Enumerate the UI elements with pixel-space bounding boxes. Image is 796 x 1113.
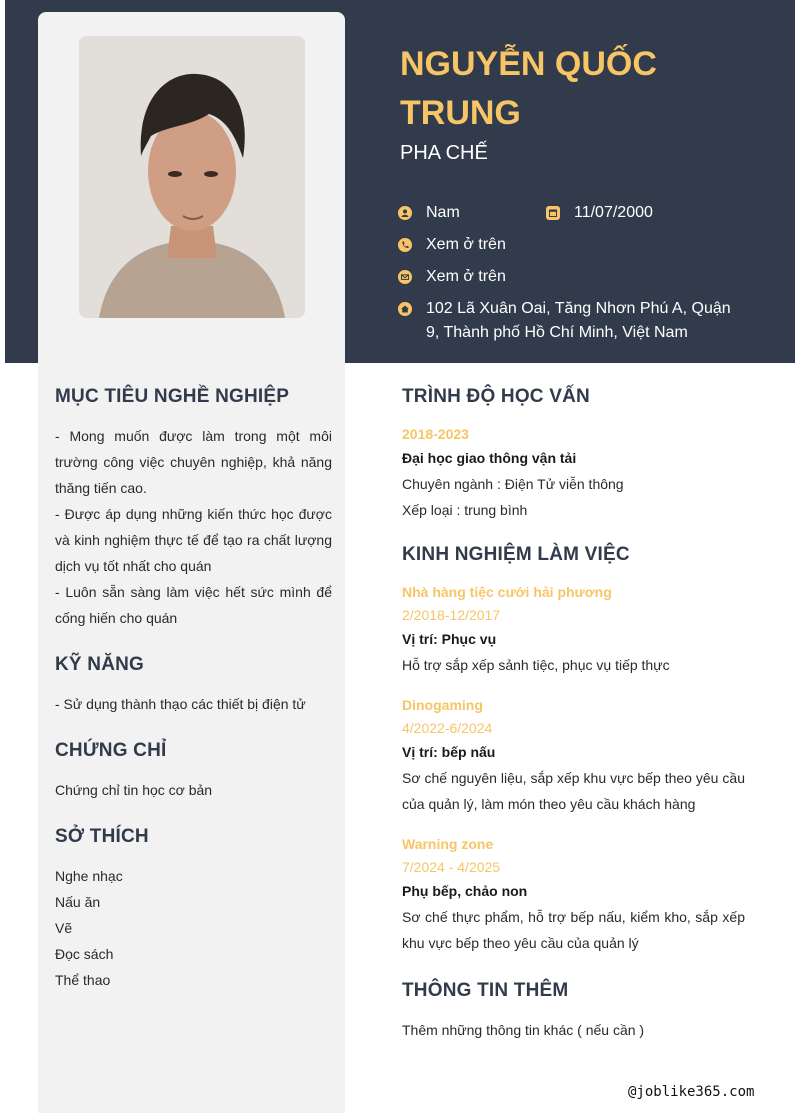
job-title: PHA CHẾ bbox=[400, 142, 488, 164]
hobby-item: Thể thao bbox=[55, 972, 111, 988]
additional-info-text: Thêm những thông tin khác ( nếu cần ) bbox=[402, 1022, 645, 1038]
hobby-item: Nấu ăn bbox=[55, 894, 101, 910]
additional-info-title: THÔNG TIN THÊM bbox=[402, 980, 569, 1001]
skills-title: KỸ NĂNG bbox=[55, 654, 145, 675]
experience-entry bbox=[402, 694, 745, 817]
address-value: 102 Lã Xuân Oai, Tăng Nhơn Phú A, Quận 9, Thành phố Hồ Chí Minh, Việt Nam bbox=[426, 300, 731, 341]
experience-description: Sơ chế nguyên liệu, sắp xếp khu vực bếp theo yêu cầu của quản lý, làm món theo yêu cầu khách hàng bbox=[402, 770, 745, 812]
certificates-text: Chứng chỉ tin học cơ bản bbox=[55, 782, 213, 798]
email-row bbox=[398, 265, 506, 289]
certificates-title: CHỨNG CHỈ bbox=[55, 740, 167, 761]
objective-line: - Được áp dụng những kiến thức học được và kinh nghiệm thực tế để tạo ra chất lượng dịch vụ tốt nhất cho quán bbox=[55, 506, 332, 574]
person-icon bbox=[398, 206, 412, 220]
experience-position: Vị trí: Phục vụ bbox=[402, 631, 497, 647]
education-grade: Xếp loại : trung bình bbox=[402, 502, 528, 518]
experience-description: Sơ chế thực phẩm, hỗ trợ bếp nấu, kiểm kho, sắp xếp khu vực bếp theo yêu cầu của quản lý bbox=[402, 909, 745, 951]
education-entry bbox=[402, 423, 745, 523]
education-title: TRÌNH ĐỘ HỌC VẤN bbox=[402, 386, 590, 407]
experience-position: Phụ bếp, chảo non bbox=[402, 883, 528, 899]
watermark: @joblike365.com bbox=[628, 1084, 755, 1100]
address-row bbox=[398, 297, 743, 345]
experience-title: KINH NGHIỆM LÀM VIỆC bbox=[402, 544, 630, 565]
hobbies-list bbox=[55, 863, 332, 993]
education-school: Đại học giao thông vận tải bbox=[402, 450, 577, 466]
hobbies-title: SỞ THÍCH bbox=[55, 826, 149, 847]
gender-row bbox=[398, 201, 460, 225]
experience-position: Vị trí: bếp nấu bbox=[402, 744, 496, 760]
hobby-item: Đọc sách bbox=[55, 946, 114, 962]
mail-icon bbox=[398, 270, 412, 284]
hobby-item: Vẽ bbox=[55, 920, 73, 936]
experience-company: Dinogaming bbox=[402, 697, 483, 713]
candidate-name: NGUYỄN QUỐC TRUNG bbox=[400, 45, 657, 132]
phone-value: Xem ở trên bbox=[426, 236, 506, 253]
email-value: Xem ở trên bbox=[426, 268, 506, 285]
home-icon bbox=[398, 302, 412, 316]
gender-value: Nam bbox=[426, 204, 460, 221]
objective-title: MỤC TIÊU NGHỀ NGHIỆP bbox=[55, 386, 290, 407]
experience-entry bbox=[402, 833, 745, 956]
education-major: Chuyên ngành : Điện Tử viễn thông bbox=[402, 476, 624, 492]
birthdate-row bbox=[546, 201, 653, 225]
experience-period: 2/2018-12/2017 bbox=[402, 607, 501, 623]
hobby-item: Nghe nhạc bbox=[55, 868, 123, 884]
objective-line: - Luôn sẵn sàng làm việc hết sức mình để cống hiến cho quán bbox=[55, 584, 332, 626]
experience-company: Warning zone bbox=[402, 836, 494, 852]
birthdate-value: 11/07/2000 bbox=[574, 204, 653, 221]
experience-period: 4/2022-6/2024 bbox=[402, 720, 493, 736]
education-period: 2018-2023 bbox=[402, 426, 469, 442]
experience-company: Nhà hàng tiệc cưới hải phương bbox=[402, 584, 612, 600]
calendar-icon bbox=[546, 206, 560, 220]
phone-icon bbox=[398, 238, 412, 252]
objective-line: - Mong muốn được làm trong một môi trường công việc chuyên nghiệp, khả năng thăng tiến cao. bbox=[55, 428, 332, 496]
objective-text bbox=[55, 423, 332, 631]
experience-description: Hỗ trợ sắp xếp sảnh tiệc, phục vụ tiếp thực bbox=[402, 657, 670, 673]
profile-photo bbox=[79, 36, 305, 318]
experience-entry bbox=[402, 581, 745, 678]
phone-row bbox=[398, 233, 506, 257]
experience-period: 7/2024 - 4/2025 bbox=[402, 859, 501, 875]
skills-text: - Sử dụng thành thạo các thiết bị điện tử bbox=[55, 696, 306, 712]
